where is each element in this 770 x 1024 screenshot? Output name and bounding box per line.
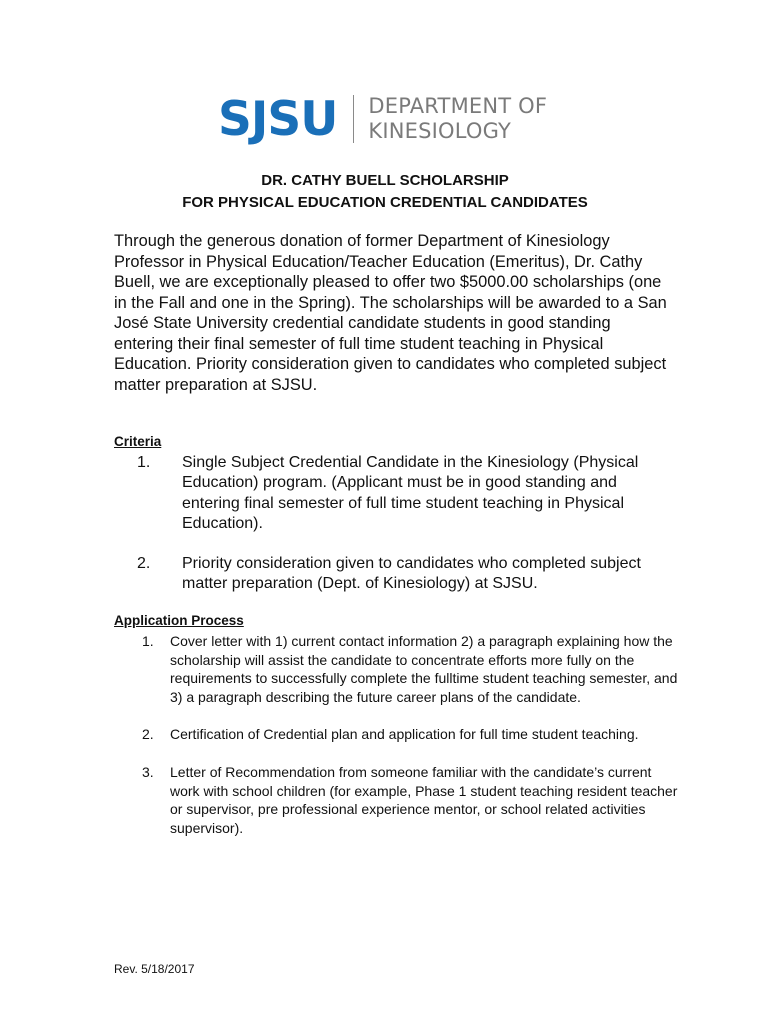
item-number: 1. xyxy=(142,633,154,649)
criteria-list xyxy=(137,453,657,595)
application-process-list xyxy=(114,632,678,837)
criteria-item xyxy=(137,554,657,595)
sjsu-logo-mark: SJSU xyxy=(218,91,338,147)
revision-date: Rev. 5/18/2017 xyxy=(114,962,195,976)
item-text: Priority consideration given to candidates who completed subject matter preparation (Dept. of Kinesiology) at SJSU. xyxy=(182,555,641,593)
logo-dept-line1: DEPARTMENT OF xyxy=(368,94,548,118)
application-process-heading: Application Process xyxy=(114,613,244,628)
title-line2: FOR PHYSICAL EDUCATION CREDENTIAL CANDIDATES xyxy=(182,194,588,211)
item-text: Cover letter with 1) current contact information 2) a paragraph explaining how the scholarship will assist the candidate to concentrate efforts more fully on the requirements to successfully complete the fulltime student teaching semester, and 3) a paragraph describing the future career plans of the candidate. xyxy=(170,633,678,705)
item-text: Single Subject Credential Candidate in the Kinesiology (Physical Education) program. (Applicant must be in good standing and entering final semester of full time student teaching in Physical Education). xyxy=(182,454,639,532)
logo-divider xyxy=(353,95,354,143)
item-number: 2. xyxy=(142,726,154,743)
item-number: 1. xyxy=(137,454,151,471)
application-item xyxy=(114,763,678,837)
title-line1: DR. CATHY BUELL SCHOLARSHIP xyxy=(261,172,509,189)
criteria-item xyxy=(137,453,657,534)
application-item xyxy=(114,725,678,744)
department-logo xyxy=(218,88,547,150)
item-number: 2. xyxy=(137,555,151,573)
document-title xyxy=(0,170,770,214)
item-text: Certification of Credential plan and application for full time student teaching. xyxy=(170,726,639,743)
criteria-heading: Criteria xyxy=(114,434,162,449)
item-text: Letter of Recommendation from someone familiar with the candidate’s current work with school children (for example, Phase 1 student teaching resident teacher or supervisor, pre professional experience mentor, or school related activities supervisor). xyxy=(170,763,678,836)
item-number: 3. xyxy=(142,763,154,780)
application-item xyxy=(114,632,678,706)
logo-dept-line2: KINESIOLOGY xyxy=(368,119,512,143)
logo-department-text xyxy=(368,94,547,144)
intro-paragraph: Through the generous donation of former Department of Kinesiology Professor in Physical Education/Teacher Education (Emeritus), Dr. Cathy Buell, we are exceptionally pleased to offer two $5000.00 scholarships (one in the Fall and one in the Spring). The scholarships will be awarded to a San José State University credential candidate students in good standing entering their final semester of full time student teaching in Physical Education. Priority consideration given to candidates who completed subject matter preparation at SJSU. xyxy=(114,232,667,394)
